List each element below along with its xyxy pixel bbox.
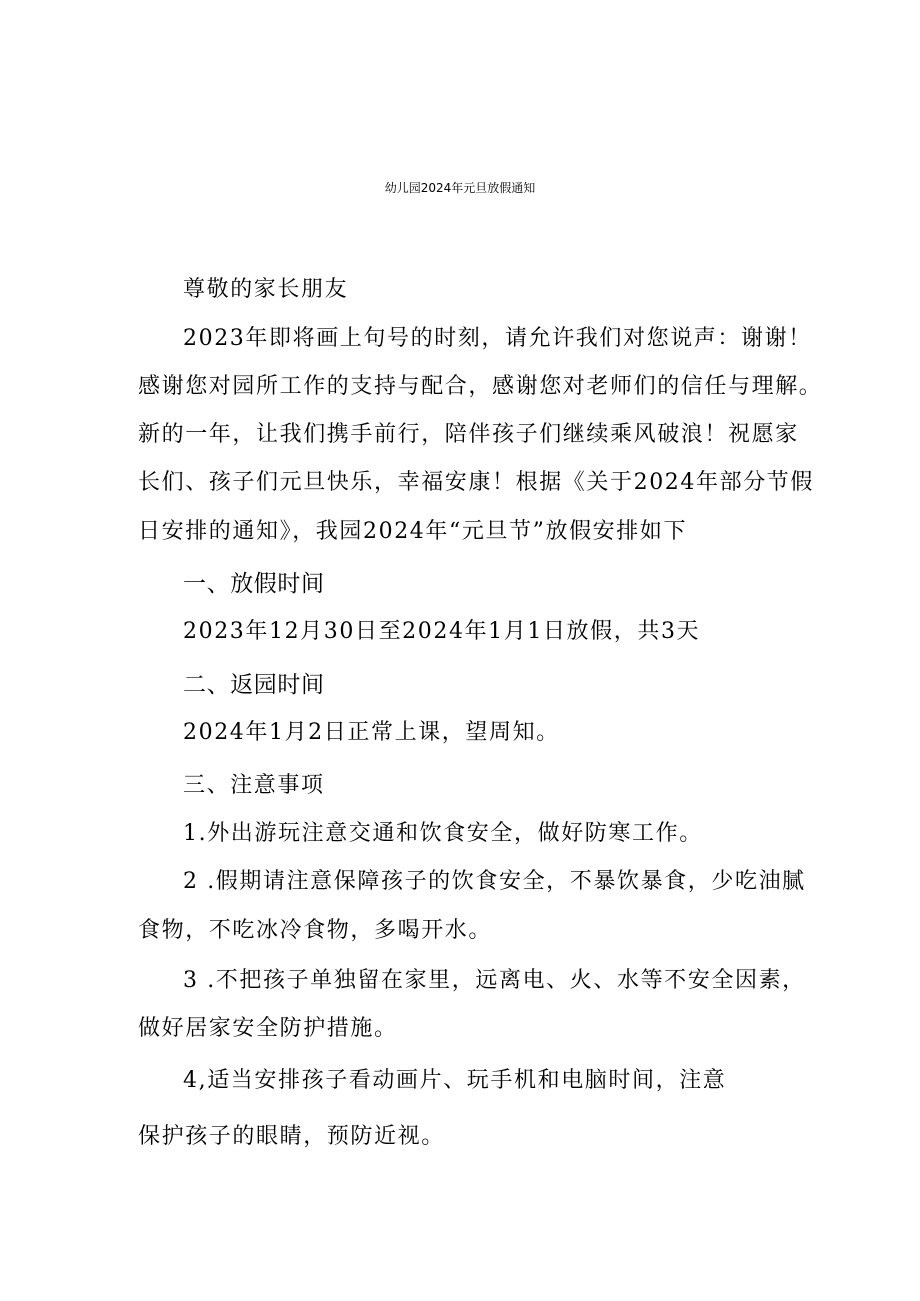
intro-line: 2023年即将画上句号的时刻，请允许我们对您说声：谢谢！: [183, 326, 812, 351]
salutation: 尊敬的家长朋友: [183, 277, 349, 302]
holiday-time-text: 2023年12月30日至2024年1月1日放假，共3天: [183, 619, 701, 644]
intro-line: 感谢您对园所工作的支持与配合，感谢您对老师们的信任与理解。: [138, 374, 823, 399]
precaution-line: 保护孩子的眼睛，预防近视。: [138, 1124, 445, 1149]
precaution-line: 1.外出游玩注意交通和饮食安全，做好防寒工作。: [183, 821, 703, 846]
precaution-line: 食物，不吃冰冷食物，多喝开水。: [138, 918, 493, 943]
notice-title: 幼儿园2024年元旦放假通知: [384, 181, 536, 195]
intro-line: 日安排的通知》，我园2024年“元旦节”放假安排如下: [138, 519, 688, 544]
precaution-line: 做好居家安全防护措施。: [138, 1016, 398, 1041]
intro-line: 长们、孩子们元旦快乐，幸福安康！根据《关于2024年部分节假: [138, 470, 814, 495]
section-heading-precautions: 三、注意事项: [183, 773, 325, 798]
section-heading-return-time: 二、返园时间: [183, 672, 325, 698]
precaution-line: 2 .假期请注意保障孩子的饮食安全，不暴饮暴食，少吃油腻: [183, 869, 806, 894]
section-heading-holiday-time: 一、放假时间: [183, 571, 325, 597]
precaution-line: 4,适当安排孩子看动画片、玩手机和电脑时间，注意: [183, 1068, 727, 1093]
return-time-text: 2024年1月2日正常上课，望周知。: [183, 720, 560, 745]
intro-line: 新的一年，让我们携手前行，陪伴孩子们继续乘风破浪！祝愿家: [138, 422, 799, 447]
precaution-line: 3 .不把孩子单独留在家里，远离电、火、水等不安全因素，: [183, 968, 806, 993]
